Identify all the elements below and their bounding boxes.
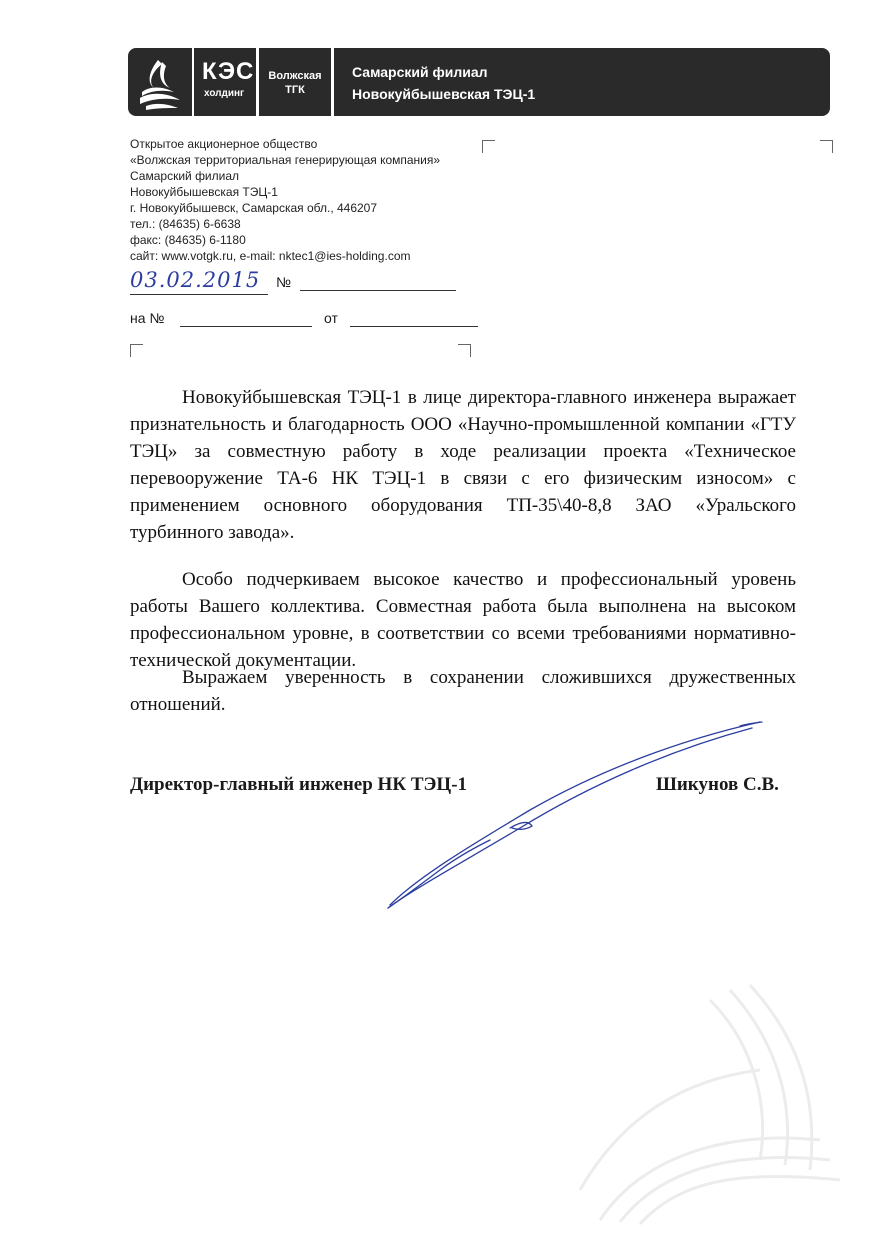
kes-swirl-logo-icon bbox=[128, 48, 192, 116]
kes-watermark-icon bbox=[560, 960, 860, 1230]
org-line: Новокуйбышевская ТЭЦ-1 bbox=[130, 185, 278, 199]
outgoing-number-label: № bbox=[276, 274, 292, 290]
org-line: Открытое акционерное общество bbox=[130, 137, 318, 151]
outgoing-number-field bbox=[300, 290, 456, 291]
kes-logo bbox=[128, 48, 192, 116]
letterhead-bar bbox=[128, 48, 830, 116]
org-line: «Волжская территориальная генерирующая компания» bbox=[130, 153, 441, 167]
addressee-corner-top-left bbox=[482, 140, 495, 153]
kes-subtitle: холдинг bbox=[204, 88, 245, 99]
signatory-name: Шикунов С.В. bbox=[656, 774, 779, 795]
addressee-corner-top-right bbox=[820, 140, 833, 153]
branch-block bbox=[334, 48, 830, 116]
reference-from-field bbox=[350, 326, 478, 327]
volzhskaya-tgk-block bbox=[259, 48, 331, 116]
body-paragraph-2 bbox=[130, 566, 796, 674]
paragraph-text: Особо подчеркиваем высокое качество и профессиональный уровень работы Вашего коллектива. Совместная работа была выполнена на высоком профессиональном уровне, в соответствии со всеми требованиями нормативно-технической документации. bbox=[130, 569, 796, 671]
org-line: тел.: (84635) 6-6638 bbox=[130, 217, 241, 231]
organization-address bbox=[130, 136, 440, 264]
org-line: сайт: www.votgk.ru, e-mail: nktec1@ies-holding.com bbox=[130, 249, 411, 263]
paragraph-text: Выражаем уверенность в сохранении сложившихся дружественных отношений. bbox=[130, 667, 796, 715]
signature-scribble bbox=[380, 710, 770, 920]
handwritten-date: 03.02.2015 bbox=[130, 268, 261, 292]
signatory-title: Директор-главный инженер НК ТЭЦ-1 bbox=[130, 774, 468, 795]
branch-line1: Самарский филиал bbox=[352, 64, 488, 80]
reference-number-label: на № bbox=[130, 310, 165, 326]
org-line: факс: (84635) 6-1180 bbox=[130, 233, 246, 247]
kes-holding-block bbox=[194, 48, 256, 116]
subject-corner-top-left bbox=[130, 344, 143, 357]
org-line: Самарский филиал bbox=[130, 169, 240, 183]
kes-title: КЭС bbox=[202, 58, 255, 85]
branch-line2: Новокуйбышевская ТЭЦ-1 bbox=[352, 86, 536, 102]
tgk-line1: Волжская bbox=[268, 70, 322, 82]
reference-from-label: от bbox=[324, 310, 338, 326]
subject-corner-top-right bbox=[458, 344, 471, 357]
org-line: г. Новокуйбышевск, Самарская обл., 446207 bbox=[130, 201, 378, 215]
reference-number-field bbox=[180, 326, 312, 327]
tgk-line2: ТГК bbox=[285, 84, 305, 96]
paragraph-text: Новокуйбышевская ТЭЦ-1 в лице директора-главного инженера выражает признательность и благодарность ООО «Научно-промышленной компании «ГТУ ТЭЦ» за совместную работу в ходе реализации проекта «Техническое перевооружение ТА-6 НК ТЭЦ-1 в связи с его физическим износом» с применением основного оборудования ТП-35\40-8,8 ЗАО «Уральского турбинного завода». bbox=[130, 387, 796, 543]
body-paragraph-1 bbox=[130, 384, 796, 546]
date-underline bbox=[130, 294, 268, 295]
